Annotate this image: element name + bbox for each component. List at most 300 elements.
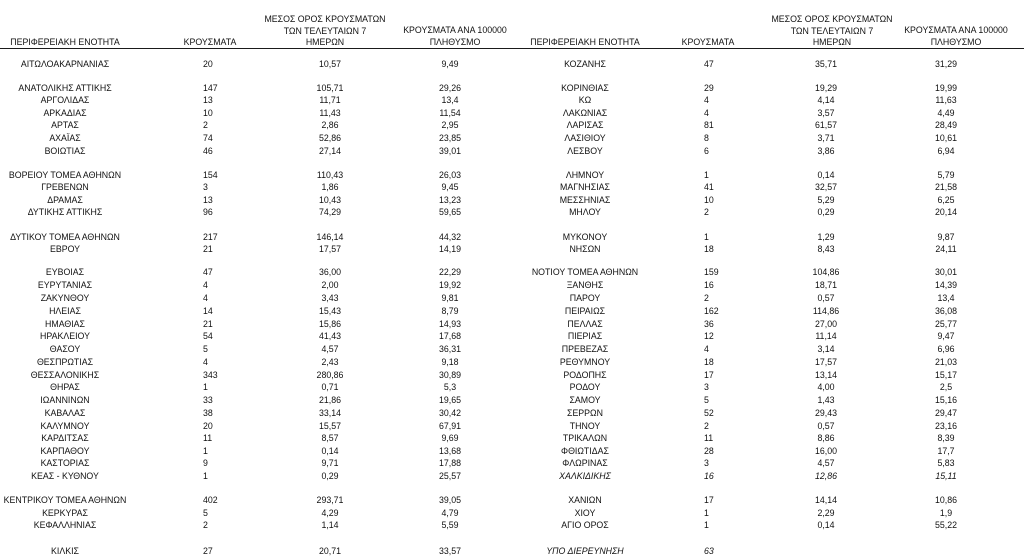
per100k-cell: 30,89 bbox=[438, 370, 461, 380]
table-row bbox=[0, 107, 1024, 119]
region-cell: ΚΕΡΚΥΡΑΣ bbox=[42, 508, 88, 518]
region-cell: ΚΑΡΠΑΘΟΥ bbox=[40, 446, 90, 456]
cases-cell: 29 bbox=[704, 83, 714, 93]
per100k-cell: 13,4 bbox=[441, 95, 459, 105]
cases-cell: 11 bbox=[203, 433, 213, 443]
avg7-cell: 2,86 bbox=[321, 120, 339, 130]
cases-cell: 2 bbox=[704, 421, 709, 431]
region-cell: ΧΑΝΙΩΝ bbox=[568, 495, 602, 505]
cases-cell: 9 bbox=[203, 458, 208, 468]
avg7-cell: 0,14 bbox=[817, 520, 835, 530]
per100k-cell: 5,59 bbox=[441, 520, 459, 530]
table-row bbox=[0, 470, 1024, 482]
header-avg7-right: ΜΕΣΟΣ ΟΡΟΣ ΚΡΟΥΣΜΑΤΩΝ ΤΩΝ ΤΕΛΕΥΤΑΙΩΝ 7 ΗΜΕΡΩΝ bbox=[771, 14, 893, 47]
cases-cell: 3 bbox=[203, 182, 208, 192]
table-row bbox=[0, 432, 1024, 444]
per100k-cell: 55,22 bbox=[934, 520, 957, 530]
table-row bbox=[0, 457, 1024, 469]
cases-cell: 17 bbox=[704, 495, 714, 505]
region-cell: ΕΒΡΟΥ bbox=[49, 244, 81, 254]
cases-cell: 2 bbox=[704, 207, 709, 217]
avg7-cell: 1,29 bbox=[817, 232, 835, 242]
cases-cell: 159 bbox=[704, 267, 719, 277]
cases-cell: 402 bbox=[203, 495, 218, 505]
region-cell: ΝΗΣΩΝ bbox=[569, 244, 601, 254]
avg7-cell: 0,14 bbox=[321, 446, 339, 456]
region-cell: ΜΗΛΟΥ bbox=[569, 207, 601, 217]
per100k-cell: 21,58 bbox=[934, 182, 957, 192]
region-cell: ΒΟΙΩΤΙΑΣ bbox=[44, 146, 86, 156]
cases-cell: 343 bbox=[203, 370, 218, 380]
table-row bbox=[0, 169, 1024, 181]
per100k-cell: 59,65 bbox=[438, 207, 461, 217]
per100k-cell: 9,81 bbox=[441, 293, 459, 303]
per100k-cell: 13,23 bbox=[438, 195, 461, 205]
cases-cell: 3 bbox=[704, 458, 709, 468]
avg7-cell: 61,57 bbox=[814, 120, 837, 130]
cases-cell: 47 bbox=[704, 59, 714, 69]
per100k-cell: 15,11 bbox=[935, 471, 957, 481]
region-cell: ΤΗΝΟΥ bbox=[569, 421, 601, 431]
region-cell: ΣΕΡΡΩΝ bbox=[567, 408, 603, 418]
region-cell: ΥΠΟ ΔΙΕΡΕΥΝΗΣΗ bbox=[546, 546, 624, 556]
avg7-cell: 5,29 bbox=[817, 195, 835, 205]
per100k-cell: 9,45 bbox=[441, 182, 459, 192]
cases-cell: 5 bbox=[704, 395, 709, 405]
table-row bbox=[0, 445, 1024, 457]
avg7-cell: 8,43 bbox=[817, 244, 835, 254]
table-row bbox=[0, 305, 1024, 317]
per100k-cell: 13,68 bbox=[438, 446, 461, 456]
cases-cell: 1 bbox=[203, 382, 208, 392]
cases-cell: 74 bbox=[203, 133, 213, 143]
table-row bbox=[0, 279, 1024, 291]
cases-cell: 27 bbox=[203, 546, 213, 556]
region-cell: ΛΕΣΒΟΥ bbox=[567, 146, 603, 156]
region-cell: ΠΕΛΛΑΣ bbox=[567, 319, 603, 329]
region-cell: ΑΓΙΟ ΟΡΟΣ bbox=[561, 520, 609, 530]
cases-cell: 96 bbox=[203, 207, 213, 217]
cases-cell: 12 bbox=[704, 331, 714, 341]
avg7-cell: 104,86 bbox=[812, 267, 840, 277]
per100k-cell: 39,01 bbox=[438, 146, 461, 156]
per100k-cell: 36,31 bbox=[438, 344, 461, 354]
region-cell: ΚΑΡΔΙΤΣΑΣ bbox=[41, 433, 89, 443]
avg7-cell: 0,57 bbox=[817, 293, 835, 303]
region-cell: ΚΕΑΣ - ΚΥΘΝΟΥ bbox=[31, 471, 99, 481]
per100k-cell: 11,63 bbox=[935, 95, 957, 105]
region-cell: ΔΥΤΙΚΗΣ ΑΤΤΙΚΗΣ bbox=[27, 207, 103, 217]
per100k-cell: 2,5 bbox=[939, 382, 953, 392]
per100k-cell: 1,9 bbox=[939, 508, 953, 518]
per100k-cell: 14,93 bbox=[438, 319, 461, 329]
avg7-cell: 11,43 bbox=[319, 108, 341, 118]
region-cell: ΤΡΙΚΑΛΩΝ bbox=[562, 433, 608, 443]
avg7-cell: 4,57 bbox=[321, 344, 339, 354]
per100k-cell: 2,95 bbox=[441, 120, 459, 130]
per100k-cell: 31,29 bbox=[934, 59, 957, 69]
region-cell: ΣΑΜΟΥ bbox=[569, 395, 601, 405]
region-cell: ΛΑΚΩΝΙΑΣ bbox=[562, 108, 608, 118]
avg7-cell: 3,86 bbox=[817, 146, 835, 156]
per100k-cell: 30,01 bbox=[934, 267, 957, 277]
region-cell: ΜΕΣΣΗΝΙΑΣ bbox=[559, 195, 611, 205]
per100k-cell: 11,54 bbox=[439, 108, 461, 118]
avg7-cell: 280,86 bbox=[316, 370, 344, 380]
cases-cell: 20 bbox=[203, 421, 213, 431]
region-cell: ΙΩΑΝΝΙΝΩΝ bbox=[40, 395, 90, 405]
per100k-cell: 8,79 bbox=[441, 306, 459, 316]
region-cell: ΑΡΓΟΛΙΔΑΣ bbox=[40, 95, 90, 105]
avg7-cell: 74,29 bbox=[318, 207, 341, 217]
per100k-cell: 13,4 bbox=[937, 293, 955, 303]
cases-cell: 8 bbox=[704, 133, 709, 143]
per100k-cell: 44,32 bbox=[438, 232, 461, 242]
cases-cell: 16 bbox=[704, 471, 714, 481]
avg7-cell: 4,57 bbox=[817, 458, 835, 468]
cases-cell: 4 bbox=[203, 280, 208, 290]
table-row bbox=[0, 507, 1024, 519]
avg7-cell: 1,86 bbox=[321, 182, 339, 192]
region-cell: ΠΕΙΡΑΙΩΣ bbox=[564, 306, 606, 316]
table-row bbox=[0, 545, 1024, 557]
per100k-cell: 4,49 bbox=[937, 108, 955, 118]
table-row bbox=[0, 243, 1024, 255]
per100k-cell: 23,16 bbox=[934, 421, 957, 431]
avg7-cell: 3,14 bbox=[817, 344, 835, 354]
region-cell: ΘΑΣΟΥ bbox=[49, 344, 81, 354]
cases-cell: 21 bbox=[203, 244, 213, 254]
table-row bbox=[0, 266, 1024, 278]
avg7-cell: 3,71 bbox=[817, 133, 835, 143]
per100k-cell: 29,26 bbox=[438, 83, 461, 93]
avg7-cell: 2,00 bbox=[321, 280, 339, 290]
cases-cell: 154 bbox=[203, 170, 218, 180]
avg7-cell: 10,57 bbox=[318, 59, 341, 69]
table-row bbox=[0, 356, 1024, 368]
cases-cell: 10 bbox=[704, 195, 714, 205]
cases-cell: 2 bbox=[704, 293, 709, 303]
cases-cell: 2 bbox=[203, 120, 208, 130]
cases-cell: 21 bbox=[203, 319, 213, 329]
per100k-cell: 14,39 bbox=[934, 280, 957, 290]
cases-cell: 16 bbox=[704, 280, 714, 290]
region-cell: ΚΑΒΑΛΑΣ bbox=[44, 408, 86, 418]
table-row bbox=[0, 407, 1024, 419]
cases-cell: 11 bbox=[704, 433, 714, 443]
table-row bbox=[0, 318, 1024, 330]
cases-cell: 162 bbox=[704, 306, 719, 316]
header-cases-right: ΚΡΟΥΣΜΑΤΑ bbox=[681, 37, 735, 47]
cases-cell: 5 bbox=[203, 344, 208, 354]
per100k-cell: 17,68 bbox=[438, 331, 461, 341]
region-cell: ΛΑΡΙΣΑΣ bbox=[566, 120, 604, 130]
cases-cell: 36 bbox=[704, 319, 714, 329]
region-cell: ΗΡΑΚΛΕΙΟΥ bbox=[40, 331, 90, 341]
table-row bbox=[0, 394, 1024, 406]
cases-cell: 1 bbox=[203, 446, 208, 456]
cases-cell: 2 bbox=[203, 520, 208, 530]
avg7-cell: 14,14 bbox=[814, 495, 837, 505]
per100k-cell: 21,03 bbox=[934, 357, 957, 367]
region-cell: ΔΡΑΜΑΣ bbox=[47, 195, 83, 205]
table-row bbox=[0, 343, 1024, 355]
table-row bbox=[0, 519, 1024, 531]
table-row bbox=[0, 330, 1024, 342]
per100k-cell: 6,94 bbox=[937, 146, 955, 156]
region-cell: ΚΟΡΙΝΘΙΑΣ bbox=[561, 83, 609, 93]
avg7-cell: 33,14 bbox=[318, 408, 341, 418]
avg7-cell: 10,43 bbox=[318, 195, 341, 205]
per100k-cell: 24,11 bbox=[935, 244, 957, 254]
per100k-cell: 29,47 bbox=[934, 408, 957, 418]
cases-cell: 1 bbox=[704, 508, 709, 518]
avg7-cell: 32,57 bbox=[814, 182, 837, 192]
per100k-cell: 20,14 bbox=[934, 207, 957, 217]
per100k-cell: 10,86 bbox=[934, 495, 957, 505]
avg7-cell: 17,57 bbox=[318, 244, 341, 254]
per100k-cell: 28,49 bbox=[934, 120, 957, 130]
avg7-cell: 8,57 bbox=[321, 433, 339, 443]
region-cell: ΜΑΓΝΗΣΙΑΣ bbox=[560, 182, 610, 192]
cases-cell: 13 bbox=[203, 195, 213, 205]
region-cell: ΜΥΚΟΝΟΥ bbox=[562, 232, 608, 242]
region-cell: ΚΑΣΤΟΡΙΑΣ bbox=[40, 458, 90, 468]
header-avg7-left: ΜΕΣΟΣ ΟΡΟΣ ΚΡΟΥΣΜΑΤΩΝ ΤΩΝ ΤΕΛΕΥΤΑΙΩΝ 7 ΗΜΕΡΩΝ bbox=[264, 14, 386, 47]
avg7-cell: 18,71 bbox=[814, 280, 837, 290]
avg7-cell: 21,86 bbox=[318, 395, 341, 405]
avg7-cell: 4,00 bbox=[817, 382, 835, 392]
cases-cell: 18 bbox=[704, 357, 714, 367]
avg7-cell: 0,14 bbox=[817, 170, 835, 180]
avg7-cell: 0,29 bbox=[817, 207, 835, 217]
region-cell: ΚΙΛΚΙΣ bbox=[51, 546, 79, 556]
region-cell: ΓΡΕΒΕΝΩΝ bbox=[41, 182, 89, 192]
cases-cell: 17 bbox=[704, 370, 714, 380]
region-cell: ΑΙΤΩΛΟΑΚΑΡΝΑΝΙΑΣ bbox=[20, 59, 110, 69]
per100k-cell: 25,77 bbox=[934, 319, 957, 329]
avg7-cell: 0,57 bbox=[817, 421, 835, 431]
table-row bbox=[0, 181, 1024, 193]
region-cell: ΦΛΩΡΙΝΑΣ bbox=[562, 458, 608, 468]
cases-cell: 38 bbox=[203, 408, 213, 418]
avg7-cell: 17,57 bbox=[814, 357, 837, 367]
region-cell: ΑΡΤΑΣ bbox=[51, 120, 79, 130]
cases-cell: 6 bbox=[704, 146, 709, 156]
avg7-cell: 114,86 bbox=[812, 306, 840, 316]
per100k-cell: 15,16 bbox=[934, 395, 957, 405]
cases-cell: 1 bbox=[203, 471, 208, 481]
region-cell: ΖΑΚΥΝΘΟΥ bbox=[40, 293, 90, 303]
per100k-cell: 14,19 bbox=[438, 244, 461, 254]
region-cell: ΧΑΛΚΙΔΙΚΗΣ bbox=[559, 471, 611, 481]
region-cell: ΕΥΡΥΤΑΝΙΑΣ bbox=[37, 280, 93, 290]
avg7-cell: 19,29 bbox=[814, 83, 837, 93]
cases-cell: 41 bbox=[704, 182, 714, 192]
per100k-cell: 26,03 bbox=[438, 170, 461, 180]
per100k-cell: 23,85 bbox=[438, 133, 461, 143]
per100k-cell: 22,29 bbox=[438, 267, 461, 277]
header-region-left: ΠΕΡΙΦΕΡΕΙΑΚΗ ΕΝΟΤΗΤΑ bbox=[10, 37, 120, 47]
region-cell: ΚΕΦΑΛΛΗΝΙΑΣ bbox=[33, 520, 97, 530]
per100k-cell: 8,39 bbox=[937, 433, 955, 443]
avg7-cell: 2,43 bbox=[321, 357, 339, 367]
cases-cell: 47 bbox=[203, 267, 213, 277]
per100k-cell: 5,79 bbox=[937, 170, 955, 180]
cases-cell: 4 bbox=[203, 357, 208, 367]
region-cell: ΚΩ bbox=[578, 95, 592, 105]
avg7-cell: 11,71 bbox=[319, 95, 341, 105]
cases-cell: 147 bbox=[203, 83, 218, 93]
avg7-cell: 0,29 bbox=[321, 471, 339, 481]
table-row bbox=[0, 94, 1024, 106]
region-cell: ΠΑΡΟΥ bbox=[569, 293, 601, 303]
avg7-cell: 8,86 bbox=[817, 433, 835, 443]
cases-cell: 33 bbox=[203, 395, 213, 405]
per100k-cell: 9,47 bbox=[937, 331, 955, 341]
avg7-cell: 35,71 bbox=[814, 59, 837, 69]
region-cell: ΑΡΚΑΔΙΑΣ bbox=[43, 108, 87, 118]
per100k-cell: 9,69 bbox=[441, 433, 459, 443]
table-row bbox=[0, 369, 1024, 381]
cases-cell: 4 bbox=[704, 344, 709, 354]
cases-cell: 28 bbox=[704, 446, 714, 456]
header-per100k-right: ΚΡΟΥΣΜΑΤΑ ΑΝΑ 100000 ΠΛΗΘΥΣΜΟ bbox=[904, 25, 1008, 47]
region-cell: ΑΧΑΪΑΣ bbox=[49, 133, 81, 143]
per100k-cell: 33,57 bbox=[438, 546, 461, 556]
avg7-cell: 52,86 bbox=[318, 133, 341, 143]
table-row bbox=[0, 58, 1024, 70]
avg7-cell: 1,43 bbox=[817, 395, 835, 405]
region-cell: ΠΡΕΒΕΖΑΣ bbox=[561, 344, 609, 354]
region-cell: ΘΗΡΑΣ bbox=[50, 382, 80, 392]
per100k-cell: 5,83 bbox=[937, 458, 955, 468]
per100k-cell: 9,49 bbox=[441, 59, 459, 69]
per100k-cell: 10,61 bbox=[934, 133, 957, 143]
header-divider bbox=[0, 48, 1024, 49]
per100k-cell: 15,17 bbox=[934, 370, 957, 380]
per100k-cell: 67,91 bbox=[438, 421, 461, 431]
cases-cell: 4 bbox=[704, 108, 709, 118]
cases-cell: 54 bbox=[203, 331, 213, 341]
table-row bbox=[0, 194, 1024, 206]
region-cell: ΗΛΕΙΑΣ bbox=[49, 306, 81, 316]
avg7-cell: 20,71 bbox=[318, 546, 341, 556]
region-cell: ΝΟΤΙΟΥ ΤΟΜΕΑ ΑΘΗΝΩΝ bbox=[531, 267, 639, 277]
region-cell: ΚΟΖΑΝΗΣ bbox=[564, 59, 606, 69]
per100k-cell: 6,25 bbox=[937, 195, 955, 205]
table-row bbox=[0, 381, 1024, 393]
avg7-cell: 4,14 bbox=[817, 95, 835, 105]
header-cases-left: ΚΡΟΥΣΜΑΤΑ bbox=[183, 37, 237, 47]
region-cell: ΞΑΝΘΗΣ bbox=[566, 280, 604, 290]
cases-cell: 1 bbox=[704, 232, 709, 242]
cases-cell: 4 bbox=[203, 293, 208, 303]
table-row bbox=[0, 420, 1024, 432]
cases-cell: 10 bbox=[203, 108, 213, 118]
cases-cell: 3 bbox=[704, 382, 709, 392]
cases-cell: 63 bbox=[704, 546, 714, 556]
avg7-cell: 105,71 bbox=[316, 83, 344, 93]
region-cell: ΚΕΝΤΡΙΚΟΥ ΤΟΜΕΑ ΑΘΗΝΩΝ bbox=[3, 495, 127, 505]
region-cell: ΚΑΛΥΜΝΟΥ bbox=[40, 421, 90, 431]
avg7-cell: 146,14 bbox=[316, 232, 344, 242]
avg7-cell: 0,71 bbox=[321, 382, 339, 392]
per100k-cell: 30,42 bbox=[438, 408, 461, 418]
region-cell: ΧΙΟΥ bbox=[574, 508, 596, 518]
avg7-cell: 2,29 bbox=[817, 508, 835, 518]
cases-cell: 1 bbox=[704, 520, 709, 530]
avg7-cell: 293,71 bbox=[316, 495, 344, 505]
header-per100k-left: ΚΡΟΥΣΜΑΤΑ ΑΝΑ 100000 ΠΛΗΘΥΣΜΟ bbox=[403, 25, 507, 47]
avg7-cell: 4,29 bbox=[321, 508, 339, 518]
avg7-cell: 1,14 bbox=[321, 520, 339, 530]
avg7-cell: 12,86 bbox=[814, 471, 837, 481]
cases-cell: 14 bbox=[203, 306, 213, 316]
region-cell: ΑΝΑΤΟΛΙΚΗΣ ΑΤΤΙΚΗΣ bbox=[18, 83, 112, 93]
per100k-cell: 9,18 bbox=[441, 357, 459, 367]
table-row bbox=[0, 292, 1024, 304]
table-row bbox=[0, 231, 1024, 243]
region-cell: ΠΙΕΡΙΑΣ bbox=[567, 331, 603, 341]
region-cell: ΡΟΔΟΠΗΣ bbox=[563, 370, 607, 380]
cases-cell: 1 bbox=[704, 170, 709, 180]
per100k-cell: 19,99 bbox=[934, 83, 957, 93]
region-cell: ΛΑΣΙΘΙΟΥ bbox=[564, 133, 606, 143]
table-row bbox=[0, 494, 1024, 506]
cases-cell: 18 bbox=[704, 244, 714, 254]
per100k-cell: 19,65 bbox=[438, 395, 461, 405]
avg7-cell: 27,00 bbox=[814, 319, 837, 329]
cases-cell: 217 bbox=[203, 232, 218, 242]
table-row bbox=[0, 132, 1024, 144]
avg7-cell: 41,43 bbox=[318, 331, 341, 341]
avg7-cell: 15,86 bbox=[318, 319, 341, 329]
table-row bbox=[0, 119, 1024, 131]
avg7-cell: 110,43 bbox=[316, 170, 344, 180]
table-row bbox=[0, 145, 1024, 157]
cases-cell: 52 bbox=[704, 408, 714, 418]
per100k-cell: 6,96 bbox=[937, 344, 955, 354]
per100k-cell: 4,79 bbox=[441, 508, 459, 518]
cases-cell: 4 bbox=[704, 95, 709, 105]
per100k-cell: 9,87 bbox=[937, 232, 955, 242]
region-cell: ΡΟΔΟΥ bbox=[569, 382, 601, 392]
region-cell: ΒΟΡΕΙΟΥ ΤΟΜΕΑ ΑΘΗΝΩΝ bbox=[8, 170, 122, 180]
region-cell: ΔΥΤΙΚΟΥ ΤΟΜΕΑ ΑΘΗΝΩΝ bbox=[10, 232, 120, 242]
per100k-cell: 17,88 bbox=[438, 458, 461, 468]
per100k-cell: 19,92 bbox=[438, 280, 461, 290]
avg7-cell: 36,00 bbox=[318, 267, 341, 277]
avg7-cell: 3,57 bbox=[817, 108, 835, 118]
avg7-cell: 3,43 bbox=[321, 293, 339, 303]
header-region-right: ΠΕΡΙΦΕΡΕΙΑΚΗ ΕΝΟΤΗΤΑ bbox=[530, 37, 640, 47]
cases-cell: 81 bbox=[704, 120, 714, 130]
cases-cell: 20 bbox=[203, 59, 213, 69]
per100k-cell: 25,57 bbox=[438, 471, 461, 481]
cases-cell: 46 bbox=[203, 146, 213, 156]
per100k-cell: 5,3 bbox=[443, 382, 457, 392]
cases-cell: 13 bbox=[203, 95, 213, 105]
region-cell: ΗΜΑΘΙΑΣ bbox=[45, 319, 85, 329]
avg7-cell: 15,57 bbox=[318, 421, 341, 431]
avg7-cell: 11,14 bbox=[815, 331, 837, 341]
avg7-cell: 9,71 bbox=[321, 458, 339, 468]
avg7-cell: 27,14 bbox=[318, 146, 341, 156]
avg7-cell: 15,43 bbox=[318, 306, 341, 316]
table-row bbox=[0, 82, 1024, 94]
per100k-cell: 39,05 bbox=[438, 495, 461, 505]
